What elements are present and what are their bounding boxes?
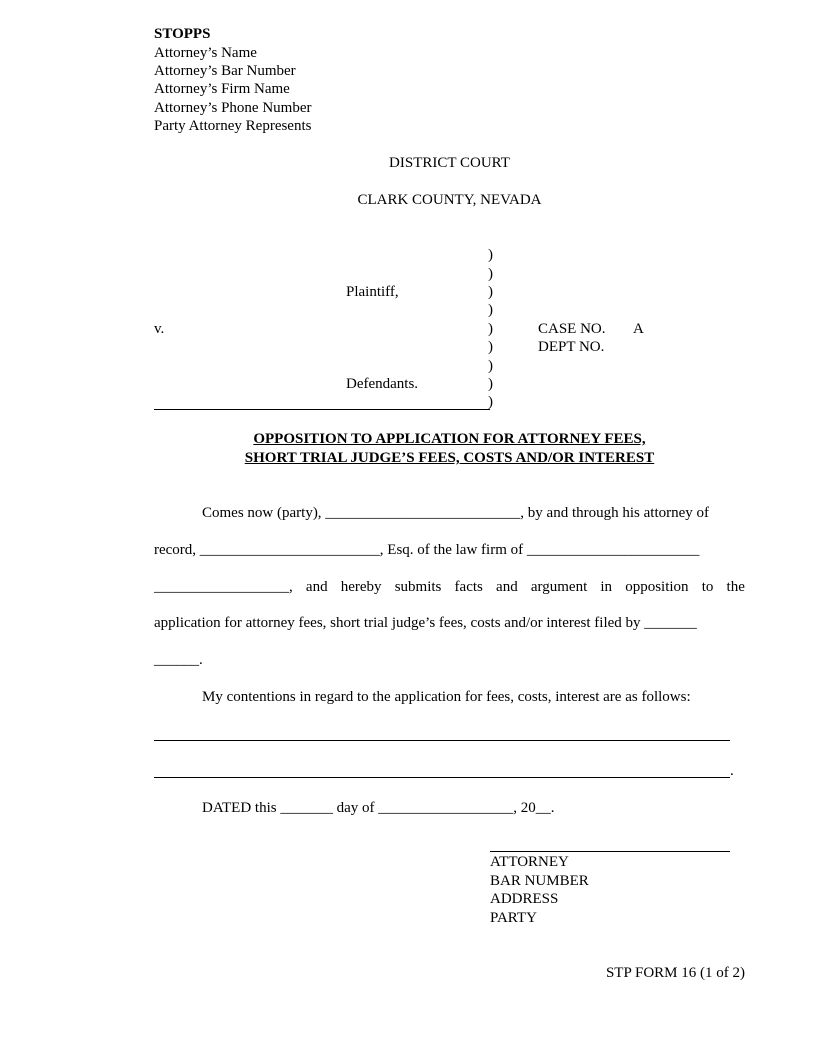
court-county: CLARK COUNTY, NEVADA [357,192,542,208]
dept-no-label: DEPT NO. [538,339,605,355]
case-no-label: CASE NO. [538,321,606,337]
caption-bracket: ) [488,394,493,410]
attorney-bar-number: Attorney’s Bar Number [154,63,296,79]
word: submits [394,579,442,595]
word: hereby [340,579,382,595]
signature-address: ADDRESS [490,891,559,907]
caption-bracket: ) [488,302,493,318]
word: the [726,579,745,595]
defendants-label: Defendants. [346,376,419,392]
attorney-name: Attorney’s Name [154,45,257,61]
plaintiff-label: Plaintiff, [346,284,399,300]
body-p1-line2: record, ________________________, Esq. of the law firm of _______________________ [154,542,700,558]
word: __________________, [154,579,293,595]
word: facts [454,579,483,595]
case-no-value: A [633,321,644,337]
attorney-phone: Attorney’s Phone Number [154,100,312,116]
word: and [305,579,328,595]
form-id: STP FORM 16 (1 of 2) [605,965,745,981]
body-p1-line4: application for attorney fees, short trial judge’s fees, costs and/or interest filed by _______ [154,615,697,631]
signature-party: PARTY [490,910,537,926]
body-p1-line3 [154,578,745,596]
caption-bracket: ) [488,339,493,355]
caption-bracket: ) [488,321,493,337]
contention-line-1 [154,740,730,741]
document-title-line1: OPPOSITION TO APPLICATION FOR ATTORNEY FEES, [253,431,646,447]
word: argument [530,579,588,595]
word: opposition [625,579,689,595]
word: and [496,579,518,595]
body-p1-line5: ______. [154,652,203,668]
dated-line: DATED this _______ day of __________________, 20__. [202,800,555,816]
signature-bar-number: BAR NUMBER [490,873,589,889]
caption-bracket: ) [488,266,493,282]
signature-attorney: ATTORNEY [490,854,569,870]
signature-line [490,851,730,852]
attorney-party: Party Attorney Represents [154,118,312,134]
versus-label: v. [154,321,165,337]
caption-bracket: ) [488,376,493,392]
caption-bracket: ) [488,358,493,374]
body-p1-line1: Comes now (party), __________________________, by and through his attorney of [202,505,710,521]
word: to [701,579,714,595]
word: in [600,579,613,595]
attorney-firm-name: Attorney’s Firm Name [154,81,290,97]
document-title-line2: SHORT TRIAL JUDGE’S FEES, COSTS AND/OR INTEREST [244,450,655,466]
court-name: DISTRICT COURT [389,155,510,171]
contention-line-period: . [730,763,734,779]
caption-bracket: ) [488,284,493,300]
firm-label: STOPPS [154,26,211,42]
body-p2: My contentions in regard to the application for fees, costs, interest are as follows: [202,689,691,705]
caption-bracket: ) [488,247,493,263]
caption-underline [154,409,490,410]
contention-line-2 [154,777,730,778]
